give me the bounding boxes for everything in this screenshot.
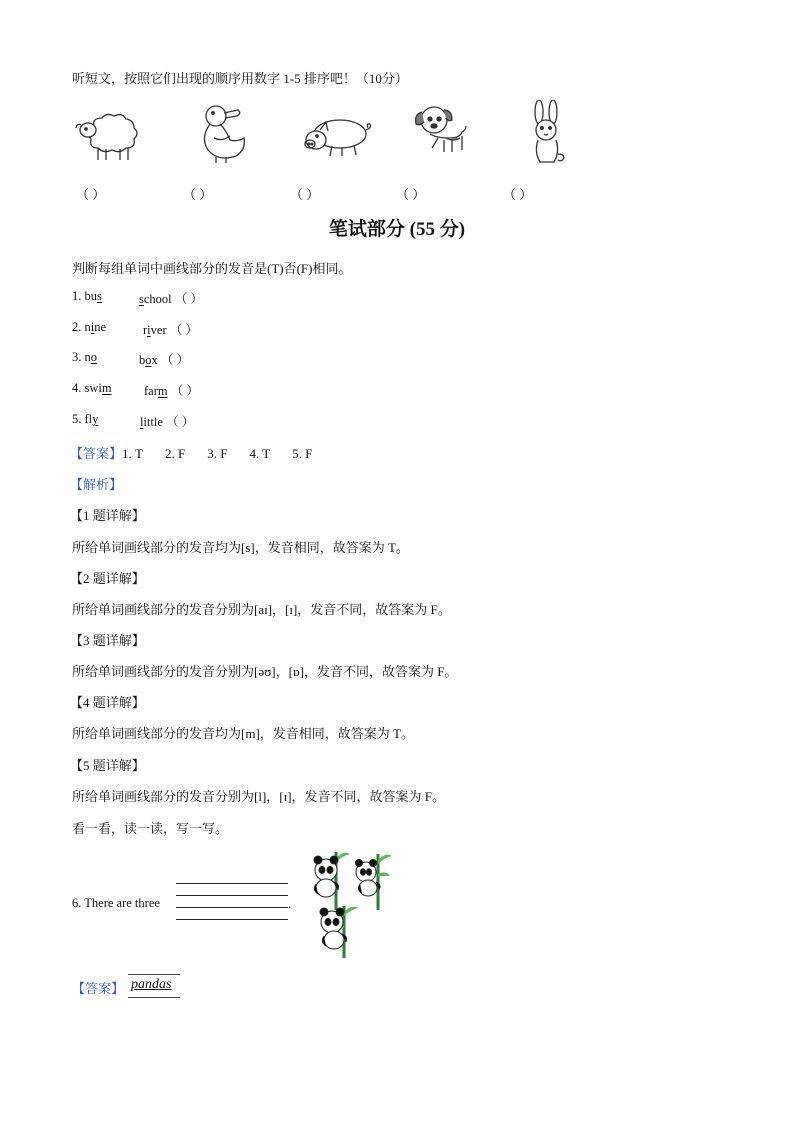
detail-heading-4: 【4 题详解】 [70,695,145,710]
question-6-text: 6. There are three [72,896,160,910]
detail-text-4: 所给单词画线部分的发音均为[m]，发音相同，故答案为 T。 [72,726,414,741]
answer-bracket-5[interactable]: （ ） [503,187,533,202]
analysis-tag: 【解析】 [70,477,123,492]
q6-answer-box [128,974,180,998]
exercise-4: 4. swim farm （ ） [72,381,199,398]
exercise-3: 3. no box （ ） [72,350,190,367]
detail-heading-3: 【3 题详解】 [70,633,145,648]
exercise-bracket[interactable]: （ ） [170,384,199,398]
listening-instruction: 听短文，按照它们出现的顺序用数字 1-5 排序吧！（10分） [72,71,408,86]
section-title: 笔试部分 (55 分) [328,219,466,240]
writing-line-4[interactable] [176,919,288,920]
period: . [288,896,292,911]
exercise-bracket[interactable]: （ ） [160,353,190,367]
pandas-picture [298,848,398,958]
detail-heading-5: 【5 题详解】 [70,758,145,773]
q6-answer-word: pandas [131,977,172,992]
exercise-bracket[interactable]: （ ） [169,323,198,337]
answer-bracket-4[interactable]: （ ） [396,187,426,202]
exercise-5: 5. fly little （ ） [72,412,195,429]
detail-text-3: 所给单词画线部分的发音分别为[əʊ]，[ɒ]，发音不同，故答案为 F。 [72,664,458,679]
detail-text-2: 所给单词画线部分的发音分别为[aɪ]，[ɪ]，发音不同，故答案为 F。 [72,602,451,617]
pig-picture [302,110,372,160]
exercise-2: 2. nine river （ ） [72,320,198,337]
q6-answer-tag: 【答案】 [72,981,125,996]
detail-heading-1: 【1 题详解】 [70,508,145,523]
answer-bracket-2[interactable]: （ ） [183,187,213,202]
dog-picture [412,100,468,164]
answer-row: 【答案】1. T 2. F 3. F 4. T 5. F [70,446,313,461]
writing-line-3[interactable] [176,907,288,908]
duck-picture [196,102,250,166]
writing-line-2[interactable] [176,895,288,896]
detail-heading-2: 【2 题详解】 [70,571,145,586]
exercise-bracket[interactable]: （ ） [166,415,195,429]
detail-text-5: 所给单词画线部分的发音分别为[l]，[ɪ]，发音不同，故答案为 F。 [72,789,446,804]
answer-bracket-3[interactable]: （ ） [290,187,320,202]
exercise-1: 1. bus school （ ） [72,289,203,306]
writing-line-1[interactable] [176,883,288,884]
answer-bracket-1[interactable]: （ ） [76,187,106,202]
detail-text-1: 所给单词画线部分的发音均为[s]，发音相同，故答案为 T。 [72,540,409,555]
phonics-question-intro: 判断每组单词中画线部分的发音是(T)否(F)相同。 [72,261,352,276]
rabbit-picture [524,100,570,166]
read-write-intro: 看一看，读一读，写一写。 [72,821,229,836]
exercise-bracket[interactable]: （ ） [174,292,203,306]
answer-tag: 【答案】 [70,446,123,461]
sheep-picture [74,108,146,162]
